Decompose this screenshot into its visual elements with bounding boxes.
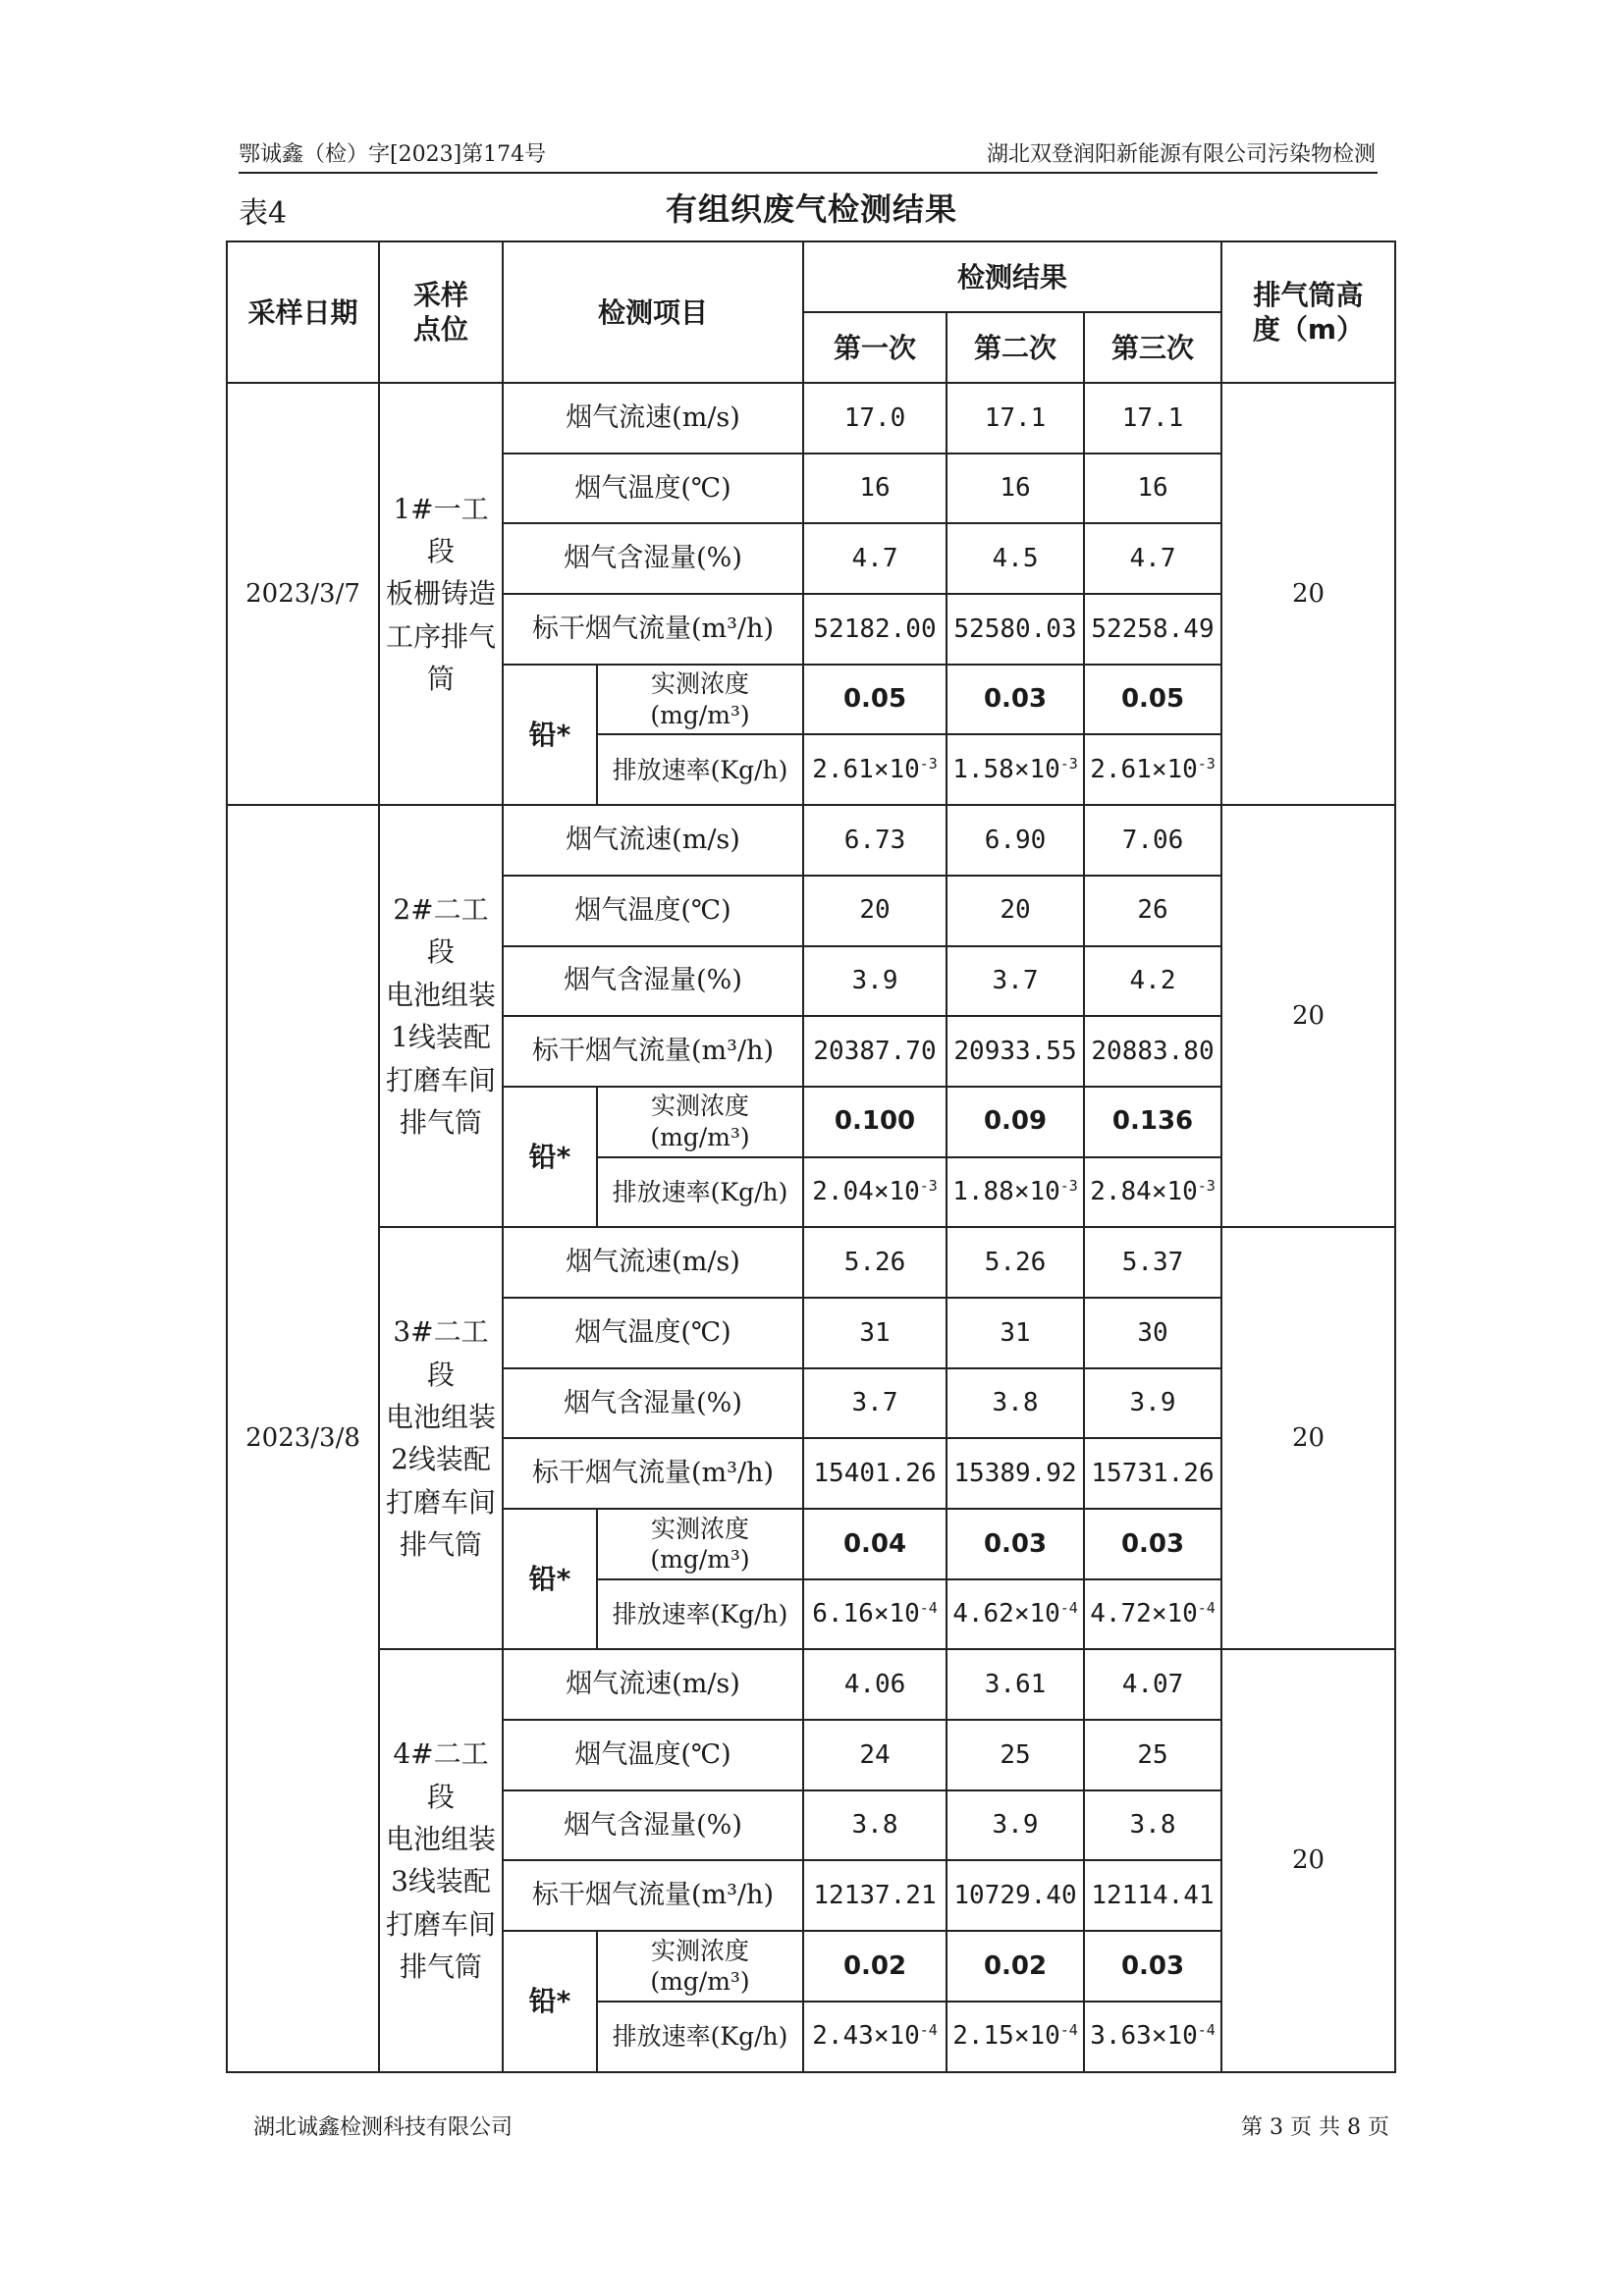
col-header-height: 排气筒高 度（m）	[1221, 241, 1395, 383]
item-flow: 标干烟气流量(m³/h)	[503, 1016, 803, 1087]
col-header-third: 第三次	[1084, 312, 1221, 383]
rate-times-ten: ×10	[873, 2021, 920, 2052]
stack-height: 20	[1221, 1227, 1395, 1649]
concentration-value: 0.02	[803, 1931, 947, 2002]
concentration-value: 0.04	[803, 1509, 947, 1579]
rate-exponent: -3	[1197, 1177, 1216, 1196]
rate-times-ten: ×10	[1151, 755, 1198, 785]
rate-times-ten: ×10	[1151, 1177, 1198, 1207]
col-header-date: 采样日期	[227, 241, 379, 383]
item-flow: 标干烟气流量(m³/h)	[503, 1860, 803, 1931]
moisture-value: 3.7	[947, 946, 1084, 1017]
temperature-value: 25	[947, 1720, 1084, 1790]
concentration-value: 0.100	[803, 1087, 947, 1157]
moisture-value: 3.8	[1084, 1790, 1221, 1861]
pollutant-lead: 铅*	[503, 1931, 597, 2071]
flow-value: 15401.26	[803, 1438, 947, 1509]
temperature-value: 31	[803, 1298, 947, 1368]
velocity-value: 5.26	[803, 1227, 947, 1298]
rate-value	[947, 2002, 1084, 2072]
rate-exponent: -4	[919, 2021, 938, 2040]
rate-value	[803, 734, 947, 805]
concentration-value: 0.03	[947, 665, 1084, 735]
stack-height: 20	[1221, 805, 1395, 1227]
rate-exponent: -3	[919, 1177, 938, 1196]
rate-mantissa: 6.16	[812, 1599, 874, 1629]
rate-exponent: -3	[1197, 755, 1216, 774]
item-moisture: 烟气含湿量(%)	[503, 1790, 803, 1861]
item-concentration: 实测浓度(mg/m³)	[597, 665, 803, 735]
col-header-first: 第一次	[803, 312, 947, 383]
results-table	[226, 240, 1396, 2073]
rate-value	[1084, 2002, 1221, 2072]
velocity-value: 17.1	[1084, 383, 1221, 454]
concentration-value: 0.05	[803, 665, 947, 735]
temperature-value: 31	[947, 1298, 1084, 1368]
item-moisture: 烟气含湿量(%)	[503, 523, 803, 594]
velocity-value: 5.26	[947, 1227, 1084, 1298]
moisture-value: 3.8	[947, 1368, 1084, 1439]
flow-value: 12114.41	[1084, 1860, 1221, 1931]
concentration-value: 0.03	[947, 1509, 1084, 1579]
temperature-value: 26	[1084, 876, 1221, 946]
concentration-value: 0.03	[1084, 1509, 1221, 1579]
moisture-value: 4.7	[803, 523, 947, 594]
rate-mantissa: 1.58	[952, 755, 1014, 785]
rate-mantissa: 2.43	[812, 2021, 874, 2052]
item-rate: 排放速率(Kg/h)	[597, 1157, 803, 1228]
concentration-value: 0.02	[947, 1931, 1084, 2002]
item-rate: 排放速率(Kg/h)	[597, 2002, 803, 2072]
rate-mantissa: 2.84	[1090, 1177, 1152, 1207]
rate-mantissa: 4.62	[952, 1599, 1014, 1629]
concentration-value: 0.09	[947, 1087, 1084, 1157]
col-header-item: 检测项目	[503, 241, 803, 383]
footer-company: 湖北诚鑫检测科技有限公司	[253, 2115, 514, 2140]
moisture-value: 4.2	[1084, 946, 1221, 1017]
rate-exponent: -4	[919, 1599, 938, 1618]
temperature-value: 24	[803, 1720, 947, 1790]
moisture-value: 3.9	[1084, 1368, 1221, 1439]
sampling-location: 3#二工段 电池组装 2线装配 打磨车间 排气筒	[379, 1227, 503, 1649]
sampling-location: 4#二工段 电池组装 3线装配 打磨车间 排气筒	[379, 1649, 503, 2071]
sampling-date: 2023/3/7	[227, 383, 379, 805]
moisture-value: 3.9	[803, 946, 947, 1017]
moisture-value: 4.5	[947, 523, 1084, 594]
rate-times-ten: ×10	[873, 1599, 920, 1629]
rate-exponent: -3	[1059, 755, 1078, 774]
velocity-value: 17.1	[947, 383, 1084, 454]
rate-exponent: -3	[919, 755, 938, 774]
rate-times-ten: ×10	[1013, 2021, 1060, 2052]
stack-height: 20	[1221, 1649, 1395, 2071]
item-temperature: 烟气温度(℃)	[503, 1298, 803, 1368]
col-header-results: 检测结果	[803, 241, 1221, 312]
report-subject: 湖北双登润阳新能源有限公司污染物检测	[986, 142, 1376, 167]
item-moisture: 烟气含湿量(%)	[503, 1368, 803, 1439]
rate-exponent: -3	[1059, 1177, 1078, 1196]
moisture-value: 3.7	[803, 1368, 947, 1439]
table-row	[227, 383, 1395, 454]
temperature-value: 16	[947, 454, 1084, 524]
results-table-body	[227, 383, 1395, 2072]
item-velocity: 烟气流速(m/s)	[503, 1227, 803, 1298]
velocity-value: 7.06	[1084, 805, 1221, 876]
rate-value	[803, 2002, 947, 2072]
velocity-value: 6.90	[947, 805, 1084, 876]
velocity-value: 3.61	[947, 1649, 1084, 1720]
rate-times-ten: ×10	[1151, 1599, 1198, 1629]
item-concentration: 实测浓度(mg/m³)	[597, 1087, 803, 1157]
velocity-value: 6.73	[803, 805, 947, 876]
rate-times-ten: ×10	[1013, 1177, 1060, 1207]
moisture-value: 4.7	[1084, 523, 1221, 594]
rate-mantissa: 2.04	[812, 1177, 874, 1207]
rate-exponent: -4	[1059, 2021, 1078, 2040]
results-table-container	[226, 240, 1394, 2066]
rate-mantissa: 4.72	[1090, 1599, 1152, 1629]
rate-times-ten: ×10	[1013, 755, 1060, 785]
rate-times-ten: ×10	[1013, 1599, 1060, 1629]
col-header-location: 采样 点位	[379, 241, 503, 383]
concentration-value: 0.03	[1084, 1931, 1221, 2002]
rate-times-ten: ×10	[873, 1177, 920, 1207]
rate-exponent: -4	[1197, 2021, 1216, 2040]
temperature-value: 20	[947, 876, 1084, 946]
velocity-value: 4.06	[803, 1649, 947, 1720]
flow-value: 20883.80	[1084, 1016, 1221, 1087]
sampling-date: 2023/3/8	[227, 805, 379, 2071]
table-row	[227, 1227, 1395, 1298]
item-velocity: 烟气流速(m/s)	[503, 383, 803, 454]
item-temperature: 烟气温度(℃)	[503, 1720, 803, 1790]
rate-exponent: -4	[1059, 1599, 1078, 1618]
concentration-value: 0.136	[1084, 1087, 1221, 1157]
flow-value: 20933.55	[947, 1016, 1084, 1087]
table-title: 有组织废气检测结果	[665, 190, 957, 228]
table-label: 表4	[239, 196, 288, 231]
flow-value: 10729.40	[947, 1860, 1084, 1931]
header-divider	[239, 172, 1378, 174]
flow-value: 15731.26	[1084, 1438, 1221, 1509]
item-concentration: 实测浓度(mg/m³)	[597, 1931, 803, 2002]
velocity-value: 5.37	[1084, 1227, 1221, 1298]
item-flow: 标干烟气流量(m³/h)	[503, 1438, 803, 1509]
rate-times-ten: ×10	[1151, 2021, 1198, 2052]
item-flow: 标干烟气流量(m³/h)	[503, 594, 803, 665]
flow-value: 52258.49	[1084, 594, 1221, 665]
flow-value: 52182.00	[803, 594, 947, 665]
rate-value	[803, 1579, 947, 1650]
footer-page-info: 第 3 页 共 8 页	[1241, 2115, 1389, 2140]
flow-value: 20387.70	[803, 1016, 947, 1087]
table-row	[227, 805, 1395, 876]
item-concentration: 实测浓度(mg/m³)	[597, 1509, 803, 1579]
rate-mantissa: 2.15	[952, 2021, 1014, 2052]
flow-value: 52580.03	[947, 594, 1084, 665]
sampling-location: 1#一工段 板栅铸造 工序排气 筒	[379, 383, 503, 805]
moisture-value: 3.8	[803, 1790, 947, 1861]
rate-value	[947, 1157, 1084, 1228]
col-header-second: 第二次	[947, 312, 1084, 383]
temperature-value: 30	[1084, 1298, 1221, 1368]
sampling-location: 2#二工段 电池组装 1线装配 打磨车间 排气筒	[379, 805, 503, 1227]
item-temperature: 烟气温度(℃)	[503, 876, 803, 946]
item-temperature: 烟气温度(℃)	[503, 454, 803, 524]
pollutant-lead: 铅*	[503, 1509, 597, 1649]
rate-value	[947, 1579, 1084, 1650]
flow-value: 12137.21	[803, 1860, 947, 1931]
rate-exponent: -4	[1197, 1599, 1216, 1618]
rate-mantissa: 2.61	[812, 755, 874, 785]
stack-height: 20	[1221, 383, 1395, 805]
temperature-value: 16	[803, 454, 947, 524]
rate-value	[947, 734, 1084, 805]
flow-value: 15389.92	[947, 1438, 1084, 1509]
rate-value	[803, 1157, 947, 1228]
rate-times-ten: ×10	[873, 755, 920, 785]
table-row	[227, 1649, 1395, 1720]
pollutant-lead: 铅*	[503, 1087, 597, 1227]
moisture-value: 3.9	[947, 1790, 1084, 1861]
rate-value	[1084, 734, 1221, 805]
item-velocity: 烟气流速(m/s)	[503, 805, 803, 876]
rate-mantissa: 3.63	[1090, 2021, 1152, 2052]
rate-mantissa: 1.88	[952, 1177, 1014, 1207]
item-velocity: 烟气流速(m/s)	[503, 1649, 803, 1720]
item-rate: 排放速率(Kg/h)	[597, 734, 803, 805]
velocity-value: 4.07	[1084, 1649, 1221, 1720]
velocity-value: 17.0	[803, 383, 947, 454]
rate-mantissa: 2.61	[1090, 755, 1152, 785]
temperature-value: 25	[1084, 1720, 1221, 1790]
concentration-value: 0.05	[1084, 665, 1221, 735]
rate-value	[1084, 1579, 1221, 1650]
pollutant-lead: 铅*	[503, 665, 597, 805]
item-moisture: 烟气含湿量(%)	[503, 946, 803, 1017]
doc-number: 鄂诚鑫（检）字[2023]第174号	[239, 142, 547, 167]
item-rate: 排放速率(Kg/h)	[597, 1579, 803, 1650]
temperature-value: 20	[803, 876, 947, 946]
rate-value	[1084, 1157, 1221, 1228]
temperature-value: 16	[1084, 454, 1221, 524]
